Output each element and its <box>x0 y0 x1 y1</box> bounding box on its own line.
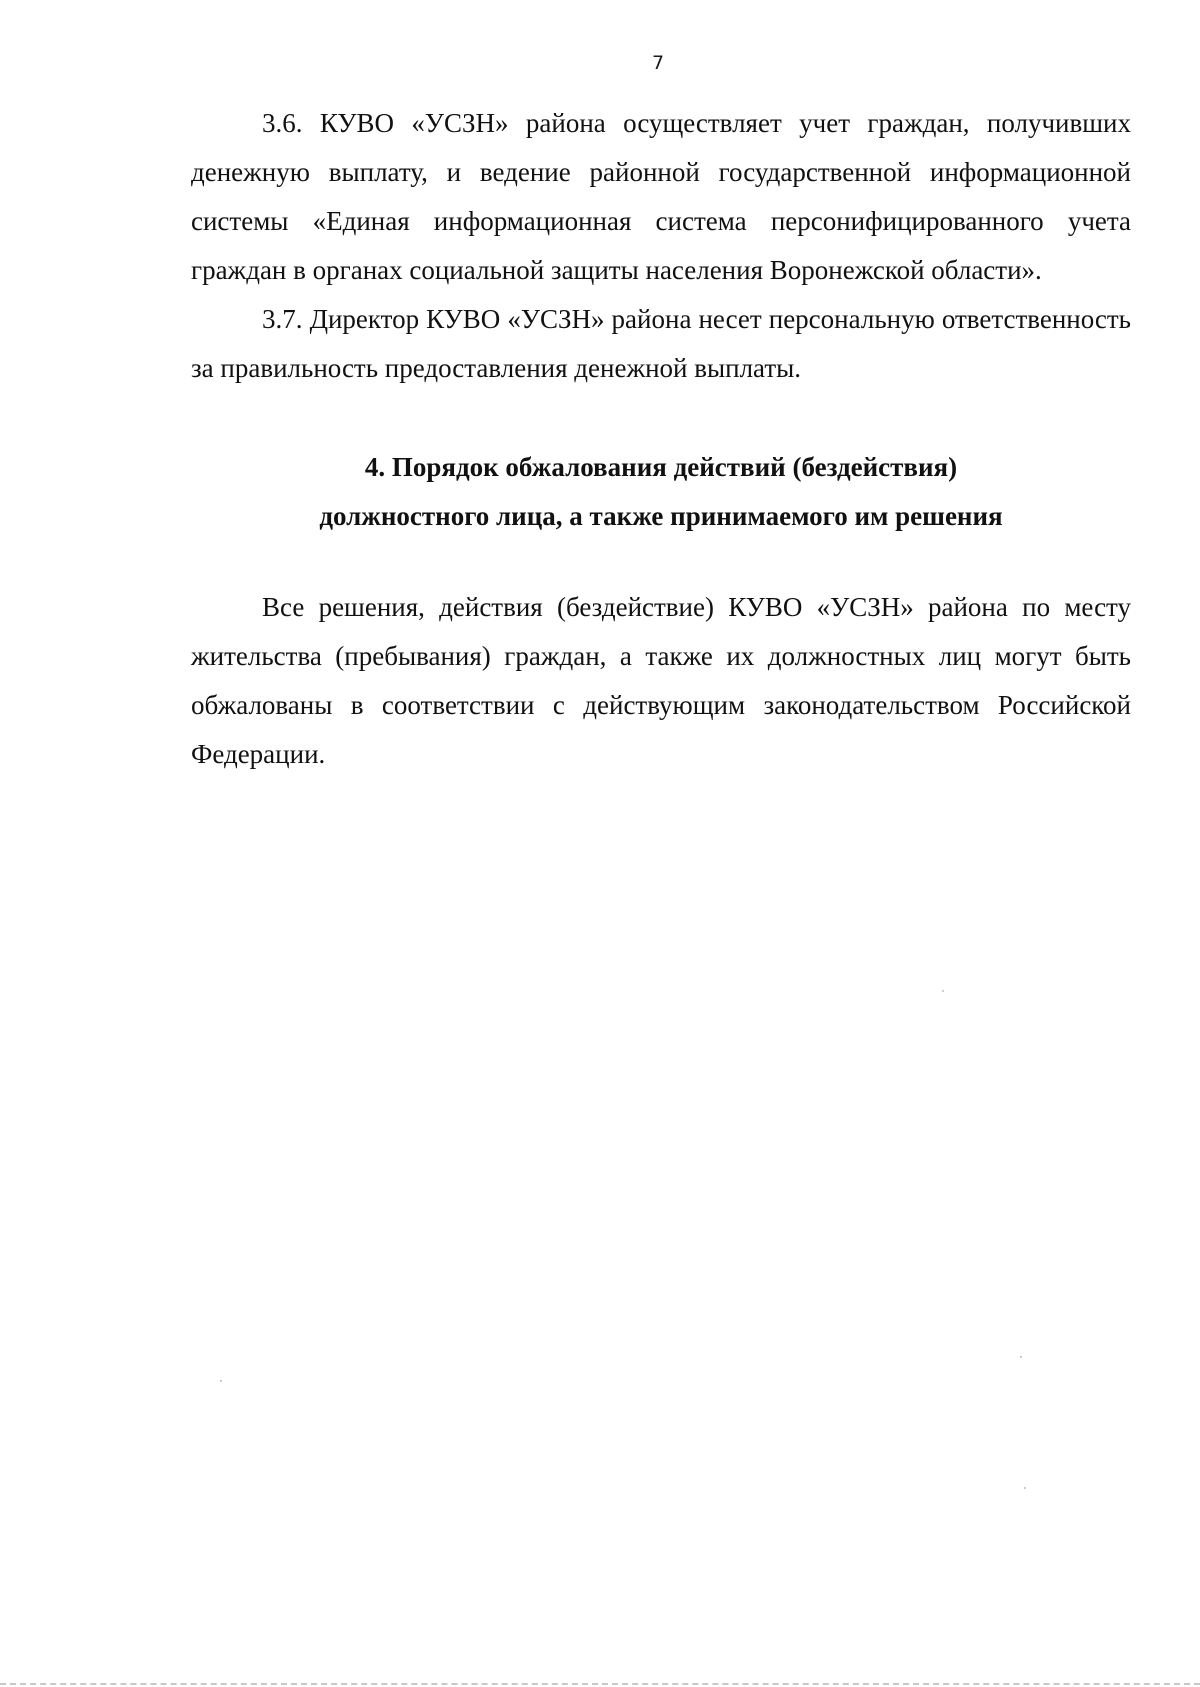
section-4-heading-line-2: должностного лица, а также принимаемого им решения <box>319 501 1003 531</box>
scan-speck <box>942 990 944 992</box>
paragraph-3-6: 3.6. КУВО «УСЗН» района осуществляет учет граждан, получивших денежную выплату, и ведение районной государственной информационной системы «Единая информационная система персонифицированного учета граждан в органах социальной защиты населения Воронежской области». <box>191 108 1131 285</box>
page-number: 7 <box>651 52 665 74</box>
scan-speck <box>1024 1487 1026 1489</box>
scan-edge-line <box>0 1683 1200 1687</box>
paragraph-3-7: 3.7. Директор КУВО «УСЗН» района несет персональную ответственность за правильность предоставления денежной выплаты. <box>191 304 1131 383</box>
section3-text-block <box>191 99 1131 393</box>
scan-speck <box>220 1380 222 1382</box>
section4-text-block <box>191 583 1131 779</box>
section-4-heading-line-1: 4. Порядок обжалования действий (бездействия) <box>364 452 958 482</box>
scan-speck <box>1020 1356 1022 1358</box>
paragraph-section-4: Все решения, действия (бездействие) КУВО «УСЗН» района по месту жительства (пребывания) граждан, а также их должностных лиц могут быть обжалованы в соответствии с действующим законодательством Российской Федерации. <box>191 592 1131 769</box>
section-4-heading <box>191 443 1131 541</box>
